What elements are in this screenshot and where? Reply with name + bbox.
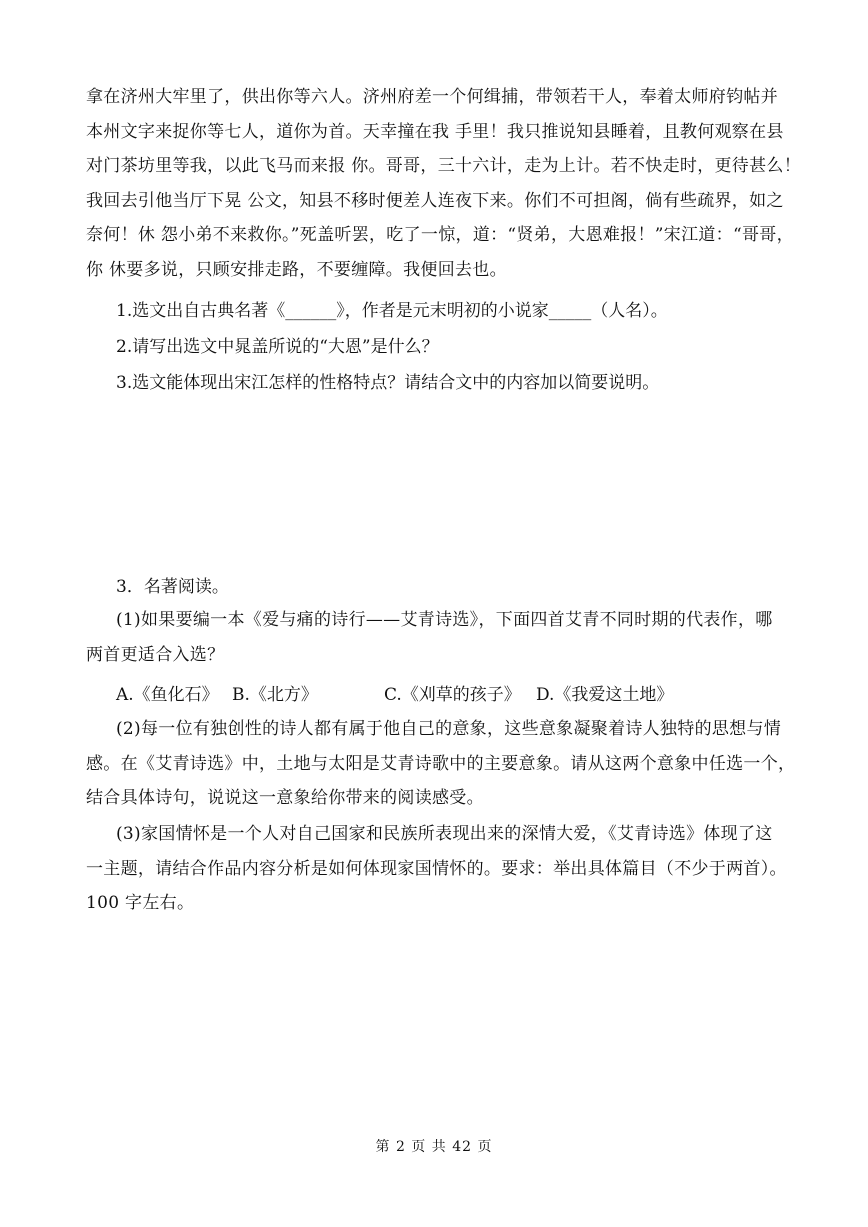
option-a: A.《鱼化石》 [116,685,219,705]
passage-line: 本州文字来捉你等七人，道你为首。天幸撞在我 手里！我只推说知县睡着，且教何观察在县 [86,121,784,142]
q2-line: (2)每一位有独创性的诗人都有属于他自己的意象，这些意象凝聚着诗人独特的思想与情 [116,719,782,739]
section-3-q1 [86,603,786,672]
passage-line: 你 休要多说，只顾安排走路，不要缠障。我便回去也。 [86,259,507,280]
question-3: 3.选文能体现出宋江怎样的性格特点？请结合文中的内容加以简要说明。 [116,373,660,393]
option-c: C.《刈草的孩子》 [384,685,521,705]
q2-line: 感。在《艾青诗选》中，土地与太阳是艾青诗歌中的主要意象。请从这两个意象中任选一个， [86,753,796,774]
page-number-footer: 第 2 页 共 42 页 [375,1139,493,1155]
q2-line: 结合具体诗句，说说这一意象给你带来的阅读感受。 [86,788,484,808]
section-3-q3 [86,817,786,921]
passage-line: 拿在济州大牢里了，供出你等六人。济州府差一个何缉捕，带领若干人，奉着太师府钧帖并 [86,87,778,107]
q1-line: 两首更适合入选？ [86,644,225,665]
option-b: B.《北方》 [232,685,318,705]
passage-line: 奈何！休 怨小弟不来救你。”死盖听罢，吃了一惊，道：“贤弟，大恩难报！”宋江道：“哥哥， [86,225,794,245]
q1-line: (1)如果要编一本《爱与痛的诗行——艾青诗选》，下面四首艾青不同时期的代表作，哪 [116,610,773,630]
option-d: D.《我爱这土地》 [536,685,674,705]
question-1: 1.选文出自古典名著《______》，作者是元末明初的小说家_____（人名）。 [116,301,668,321]
passage-line: 我回去引他当厅下晃 公文，知县不移时便差人连夜下来。你们不可担阁，倘有些疏界，如之 [86,190,784,211]
question-2: 2.请写出选文中晁盖所说的“大恩”是什么？ [116,337,439,357]
passage [86,80,802,287]
q3-line: 100 字左右。 [86,893,195,913]
section-3-q2 [86,712,796,816]
q3-line: 一主题，请结合作品内容分析是如何体现家国情怀的。要求：举出具体篇目（不少于两首）。 [86,858,787,879]
q1-options [116,680,674,705]
section-3-heading: 3．名著阅读。 [116,577,229,597]
q3-line: (3)家国情怀是一个人对自己国家和民族所表现出来的深情大爱，《艾青诗选》体现了这 [116,824,773,844]
passage-line: 对门茶坊里等我，以此飞马而来报 你。哥哥，三十六计，走为上计。若不快走时，更待甚么！ [86,156,802,176]
